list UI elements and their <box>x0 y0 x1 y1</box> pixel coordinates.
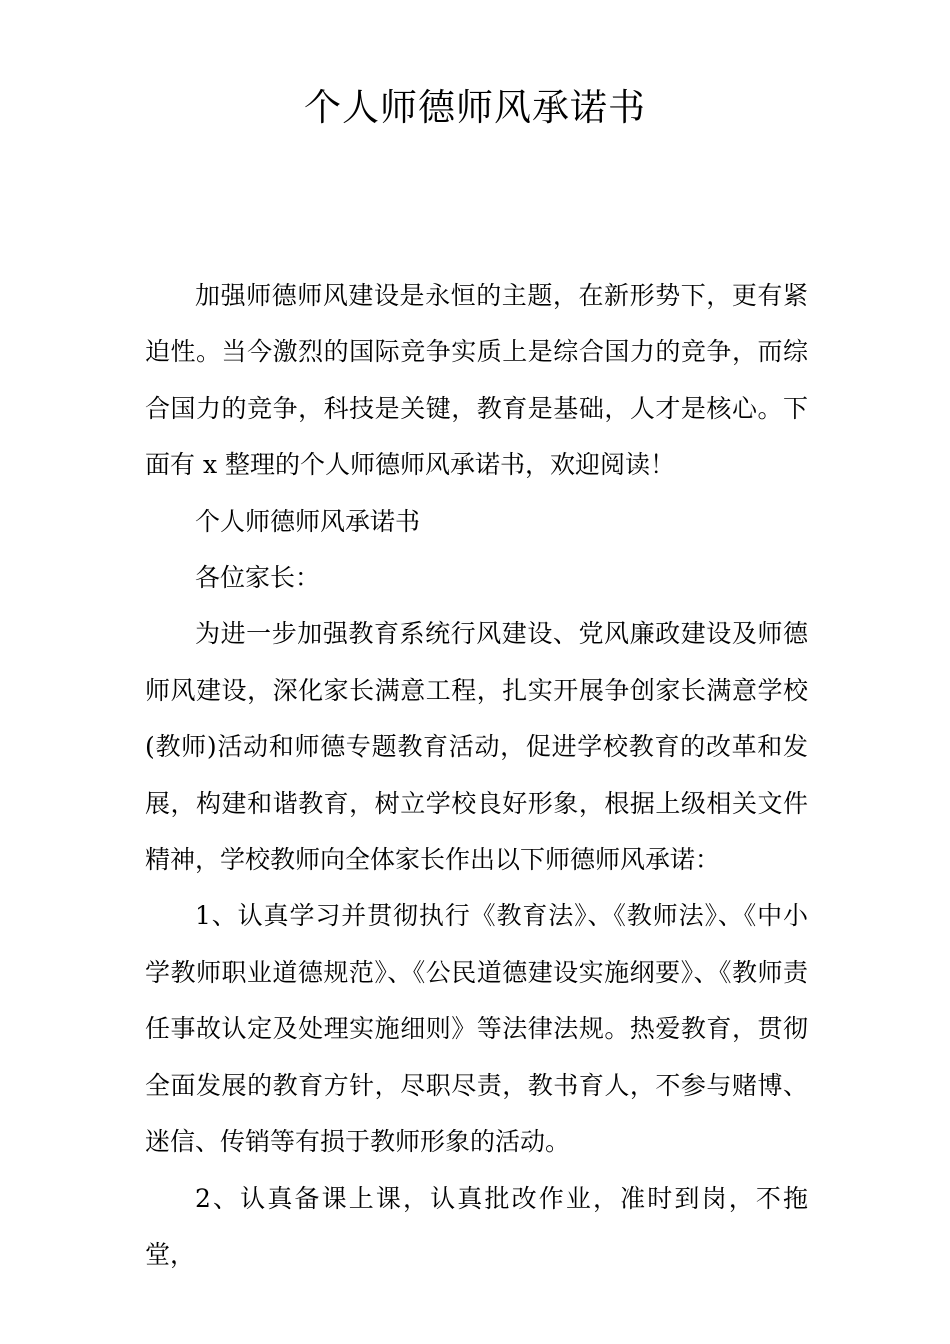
preamble-paragraph: 为进一步加强教育系统行风建设、党风廉政建设及师德师风建设，深化家长满意工程，扎实开展争创家长满意学校(教师)活动和师德专题教育活动，促进学校教育的改革和发展，构建和谐教育，树立学校良好形象，根据上级相关文件精神，学校教师向全体家长作出以下师德师风承诺： <box>145 619 808 875</box>
document-title: 个人师德师风承诺书 <box>304 86 646 129</box>
pledge-item-1: 1、认真学习并贯彻执行《教育法》、《教师法》、《中小学教师职业道德规范》、《公民道德建设实施纲要》、《教师责任事故认定及处理实施细则》等法律法规。热爱教育，贯彻全面发展的教育方针，尽职尽责，教书育人，不参与赌博、迷信、传销等有损于教师形象的活动。 <box>145 901 808 1157</box>
document-body <box>145 268 808 1283</box>
subtitle-paragraph: 个人师德师风承诺书 <box>195 506 421 536</box>
intro-paragraph: 加强师德师风建设是永恒的主题，在新形势下，更有紧迫性。当今激烈的国际竞争实质上是综合国力的竞争，而综合国力的竞争，科技是关键，教育是基础，人才是核心。下面有 x 整理的个人师德师风承诺书，欢迎阅读！ <box>145 281 808 480</box>
salutation-paragraph: 各位家长： <box>195 563 321 593</box>
pledge-item-2: 2、认真备课上课，认真批改作业，准时到岗，不拖堂， <box>145 1183 808 1269</box>
